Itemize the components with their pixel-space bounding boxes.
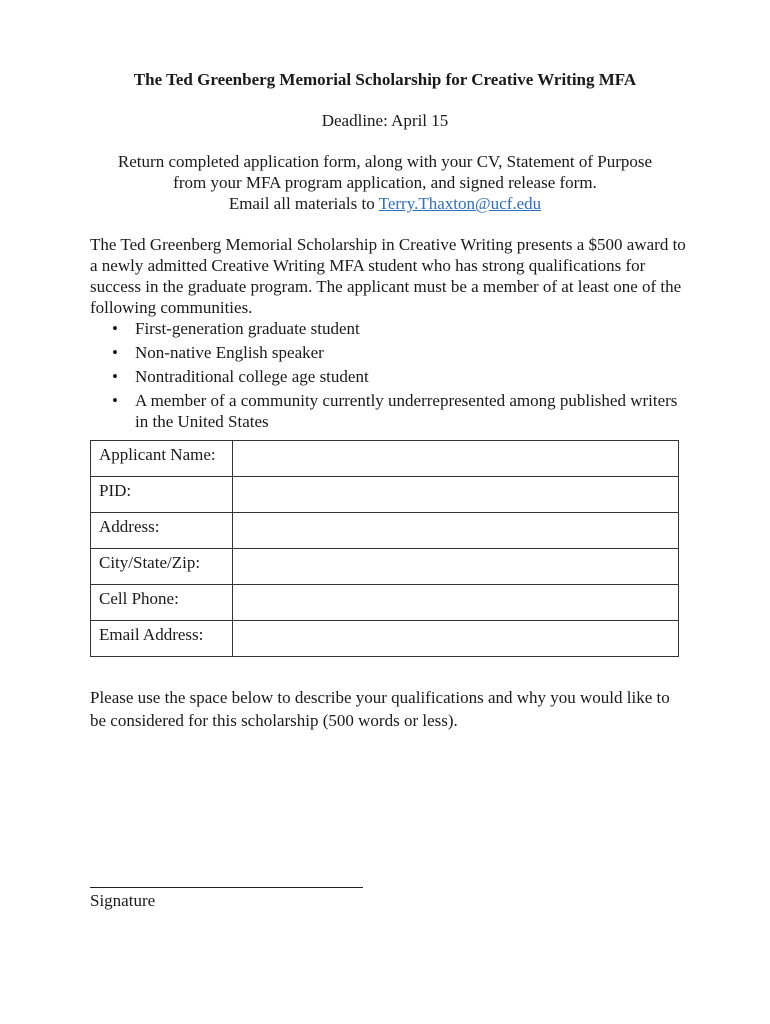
signature-label: Signature [90, 891, 156, 910]
applicant-info-table [90, 440, 679, 657]
instructions-email-line [60, 193, 710, 214]
list-item [90, 390, 690, 432]
qualifications-prompt: Please use the space below to describe your qualifications and why you would like to be considered for this scholarship (500 words or less). [90, 688, 670, 730]
applicant-name-field[interactable] [233, 441, 679, 477]
list-item [90, 342, 690, 363]
cell-phone-field[interactable] [233, 585, 679, 621]
community-text: Non-native English speaker [135, 343, 324, 362]
community-text: First-generation graduate student [135, 319, 360, 338]
bullet-icon: • [112, 343, 118, 362]
community-text: Nontraditional college age student [135, 367, 369, 386]
field-label-cell-phone: Cell Phone: [91, 585, 233, 621]
document-title: The Ted Greenberg Memorial Scholarship for Creative Writing MFA [133, 70, 637, 89]
bullet-icon: • [112, 367, 118, 386]
bullet-icon: • [112, 391, 118, 410]
communities-list [90, 318, 690, 435]
table-row [91, 621, 679, 657]
table-row [91, 585, 679, 621]
email-prefix: Email all materials to [228, 194, 379, 213]
scholarship-description: The Ted Greenberg Memorial Scholarship in Creative Writing presents a $500 award to a newly admitted Creative Writing MFA student who has strong qualifications for success in the graduate program. The applicant must be a member of at least one of the following communities. [90, 235, 686, 317]
bullet-icon: • [112, 319, 118, 338]
field-label-city-state-zip: City/State/Zip: [91, 549, 233, 585]
table-row [91, 441, 679, 477]
field-label-applicant-name: Applicant Name: [91, 441, 233, 477]
pid-field[interactable] [233, 477, 679, 513]
email-address-field[interactable] [233, 621, 679, 657]
instructions-line-2: from your MFA program application, and signed release form. [173, 173, 597, 192]
deadline-text: Deadline: April 15 [321, 111, 449, 130]
instructions-block [60, 151, 710, 214]
email-link[interactable]: Terry.Thaxton@ucf.edu [378, 194, 542, 213]
field-label-address: Address: [91, 513, 233, 549]
table-row [91, 513, 679, 549]
table-row [91, 477, 679, 513]
address-field[interactable] [233, 513, 679, 549]
list-item [90, 366, 690, 387]
table-row [91, 549, 679, 585]
city-state-zip-field[interactable] [233, 549, 679, 585]
community-text: A member of a community currently underrepresented among published writers in the United States [135, 391, 678, 431]
list-item [90, 318, 690, 339]
instructions-line-1: Return completed application form, along with your CV, Statement of Purpose [117, 152, 653, 171]
field-label-email-address: Email Address: [91, 621, 233, 657]
field-label-pid: PID: [91, 477, 233, 513]
signature-line[interactable] [90, 887, 363, 888]
